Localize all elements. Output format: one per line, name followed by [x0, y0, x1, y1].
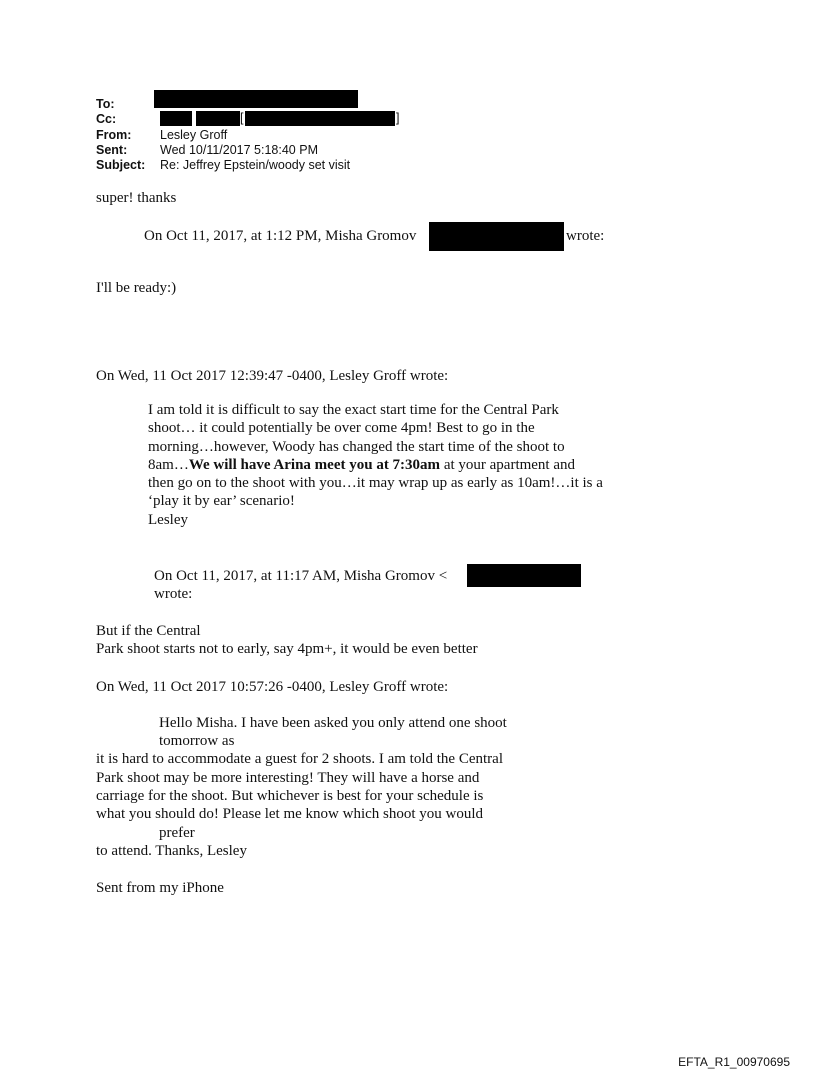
- sent-value: Wed 10/11/2017 5:18:40 PM: [160, 143, 318, 157]
- quote2-line: then go on to the shoot with you…it may wrap up as early as 10am!…it is a: [148, 475, 603, 491]
- cc-redaction-2: [196, 111, 240, 126]
- quote3-line: Park shoot starts not to early, say 4pm+, it would be even better: [96, 641, 478, 657]
- quote1-text: I'll be ready:): [96, 280, 177, 296]
- quote4-line: carriage for the shoot. But whichever is best for your schedule is: [96, 788, 484, 804]
- quote2-attribution: On Wed, 11 Oct 2017 12:39:47 -0400, Lesley Groff wrote:: [96, 368, 449, 384]
- quote4-line: to attend. Thanks, Lesley: [96, 843, 247, 859]
- cc-redaction-3: [245, 111, 395, 126]
- from-label: From:: [96, 128, 132, 142]
- subject-value: Re: Jeffrey Epstein/woody set visit: [160, 158, 351, 172]
- cc-bracket-close: ]: [396, 111, 400, 125]
- subject-label: Subject:: [96, 158, 146, 172]
- quote2-line-with-bold: [148, 456, 575, 474]
- signature: Sent from my iPhone: [96, 880, 224, 896]
- quote2-signature: Lesley: [148, 512, 188, 528]
- quote4-line: Hello Misha. I have been asked you only attend one shoot: [159, 715, 507, 731]
- cc-label: Cc:: [96, 112, 117, 126]
- quote3-attribution-line1: On Oct 11, 2017, at 11:17 AM, Misha Gromov <: [154, 568, 448, 584]
- quote1-attribution-start: On Oct 11, 2017, at 1:12 PM, Misha Gromov: [144, 228, 417, 244]
- quote2-bold-text: We will have Arina meet you at 7:30am: [188, 457, 441, 473]
- quote3-line: But if the Central: [96, 623, 201, 639]
- from-value: Lesley Groff: [160, 128, 228, 142]
- quote3-email-redaction: [467, 564, 581, 587]
- quote4-line: tomorrow as: [159, 733, 235, 749]
- quote4-line: it is hard to accommodate a guest for 2 shoots. I am told the Central: [96, 751, 503, 767]
- quote4-line: prefer: [159, 825, 195, 841]
- cc-redaction-1: [160, 111, 192, 126]
- quote1-email-redaction: [429, 222, 564, 251]
- sent-label: Sent:: [96, 143, 128, 157]
- quote2-line: morning…however, Woody has changed the start time of the shoot to: [148, 439, 565, 455]
- to-redaction: [154, 90, 358, 108]
- quote2-line4-start: 8am…: [148, 457, 189, 473]
- quote3-attribution-line2: wrote:: [154, 586, 193, 602]
- quote2-line: shoot… it could potentially be over come 4pm! Best to go in the: [148, 420, 535, 436]
- cc-bracket-open: [: [240, 111, 244, 125]
- to-label: To:: [96, 97, 115, 111]
- document-id: EFTA_R1_00970695: [678, 1055, 790, 1069]
- quote2-line: I am told it is difficult to say the exact start time for the Central Park: [148, 402, 559, 418]
- quote4-line: what you should do! Please let me know which shoot you would: [96, 806, 484, 822]
- quote1-attribution-end: wrote:: [566, 228, 605, 244]
- quote2-line4-end: at your apartment and: [440, 457, 576, 473]
- reply-text: super! thanks: [96, 190, 177, 206]
- quote4-attribution: On Wed, 11 Oct 2017 10:57:26 -0400, Lesley Groff wrote:: [96, 679, 449, 695]
- quote2-line: ‘play it by ear’ scenario!: [148, 493, 295, 509]
- quote4-line: Park shoot may be more interesting! They will have a horse and: [96, 770, 480, 786]
